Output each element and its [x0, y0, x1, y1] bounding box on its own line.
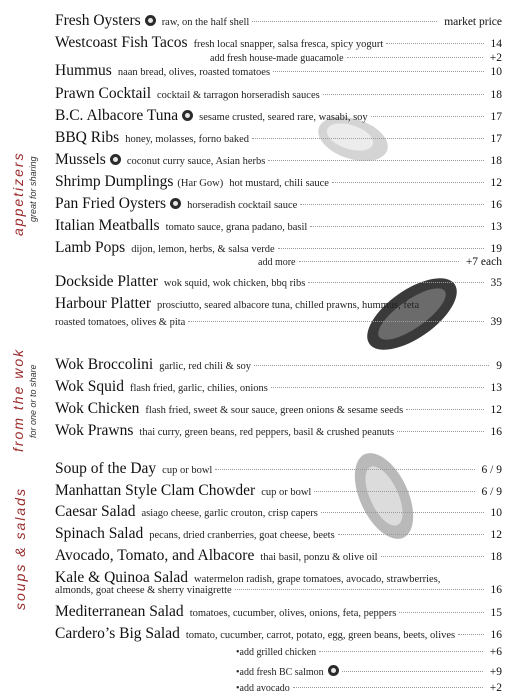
dot-leader — [386, 43, 483, 44]
item-price: 16 — [490, 199, 502, 211]
item-description: garlic, red chili & soy — [159, 361, 252, 372]
item-description: almonds, goat cheese & sherry vinaigrette — [55, 585, 232, 596]
dot-leader — [271, 387, 484, 388]
oceanwise-icon — [328, 665, 339, 676]
item-description: coconut curry sauce, Asian herbs — [126, 156, 266, 167]
item-name: Fresh Oysters — [55, 12, 141, 29]
menu-item — [55, 85, 502, 107]
menu-item — [55, 422, 502, 444]
menu-item — [55, 151, 502, 173]
dot-leader — [323, 94, 484, 95]
section-title: from the wok — [10, 347, 26, 452]
addon-label: • add fresh BC salmon — [236, 667, 324, 678]
menu-item — [55, 195, 502, 217]
item-price: 9 — [496, 360, 502, 372]
section-label-soups-salads — [12, 487, 30, 610]
dot-leader — [252, 138, 483, 139]
item-name: Dockside Platter — [55, 273, 158, 290]
item-name: Westcoast Fish Tacos — [55, 34, 188, 51]
item-name: Mediterranean Salad — [55, 603, 184, 620]
addon-price: +9 — [489, 666, 502, 678]
item-price: 18 — [490, 155, 502, 167]
section-title: soups & salads — [12, 487, 28, 610]
item-price: 39 — [490, 316, 502, 328]
addon-label: add fresh house-made guacamole — [210, 53, 344, 64]
dot-leader — [310, 226, 483, 227]
item-name: BBQ Ribs — [55, 129, 120, 146]
menu-item — [55, 625, 502, 647]
item-description: naan bread, olives, roasted tomatoes — [117, 67, 271, 78]
item-name: Avocado, Tomato, and Albacore — [55, 547, 255, 564]
menu-item — [55, 217, 502, 239]
oceanwise-icon — [182, 110, 193, 121]
dot-leader — [321, 512, 484, 513]
item-description: tomato, cucumber, carrot, potato, egg, green beans, beets, olives — [185, 630, 456, 641]
item-price: 17 — [490, 111, 502, 123]
dot-leader — [314, 491, 474, 492]
item-name: Shrimp Dumplings — [55, 173, 174, 190]
menu-item — [55, 503, 502, 525]
item-name: Soup of the Day — [55, 460, 157, 477]
oceanwise-icon — [170, 198, 181, 209]
menu-item — [55, 356, 502, 378]
addon-label: • add avocado — [236, 683, 290, 694]
item-description: cocktail & tarragon horseradish sauces — [157, 90, 320, 101]
item-price: 13 — [490, 221, 502, 233]
item-description: prosciutto, seared albacore tuna, chilled prawns, hummus, feta — [156, 300, 420, 311]
item-price: 14 — [490, 38, 502, 50]
addon-label: add more — [258, 257, 296, 268]
menu-item — [55, 547, 502, 569]
item-description: cup or bowl — [162, 465, 213, 476]
dot-leader — [406, 409, 483, 410]
item-description: tomato sauce, grana padano, basil — [165, 222, 308, 233]
item-name: Wok Squid — [55, 378, 124, 395]
oceanwise-icon — [110, 154, 121, 165]
item-description: fresh local snapper, salsa fresca, spicy yogurt — [193, 39, 384, 50]
addon-price: +2 — [489, 682, 502, 694]
item-name: Cardero’s Big Salad — [55, 625, 180, 642]
item-name: Hummus — [55, 62, 112, 79]
item-name: Caesar Salad — [55, 503, 136, 520]
item-name: Spinach Salad — [55, 525, 144, 542]
item-price: 16 — [490, 426, 502, 438]
menu-item — [55, 482, 502, 504]
item-price: market price — [444, 16, 502, 28]
item-price: 35 — [490, 277, 502, 289]
menu-addon — [236, 664, 502, 678]
menu-item — [55, 273, 502, 295]
item-name: Kale & Quinoa Salad — [55, 569, 189, 586]
item-price: 12 — [490, 529, 502, 541]
section-subtitle: for one or to share — [28, 364, 38, 438]
dot-leader — [347, 57, 483, 58]
item-price: 6 / 9 — [481, 464, 502, 476]
item-name-note: (Har Gow) — [177, 178, 224, 189]
dot-leader — [319, 651, 483, 652]
dot-leader — [235, 589, 484, 590]
addon-price: +2 — [489, 52, 502, 64]
item-description: horseradish cocktail sauce — [187, 200, 298, 211]
dot-leader — [338, 534, 484, 535]
item-description: honey, molasses, forno baked — [125, 134, 250, 145]
section-label-wok — [10, 348, 38, 452]
dot-leader — [252, 21, 437, 22]
item-price: 12 — [490, 404, 502, 416]
item-name: Prawn Cocktail — [55, 85, 151, 102]
dot-leader — [399, 612, 483, 613]
item-price: 19 — [490, 243, 502, 255]
item-description: pecans, dried cranberries, goat cheese, beets — [149, 530, 335, 541]
dot-leader — [273, 71, 483, 72]
dot-leader — [278, 248, 484, 249]
menu-item — [55, 12, 502, 34]
item-description: watermelon radish, grape tomatoes, avocado, strawberries, — [194, 574, 441, 585]
section-subtitle: great for sharing — [28, 156, 38, 222]
menu-item — [55, 129, 502, 151]
section-label-appetizers — [10, 151, 38, 236]
menu-item — [55, 295, 502, 317]
item-description: dijon, lemon, herbs, & salsa verde — [131, 244, 275, 255]
item-price: 10 — [490, 66, 502, 78]
oceanwise-icon — [145, 15, 156, 26]
dot-leader — [332, 182, 484, 183]
item-description: hot mustard, chili sauce — [229, 178, 329, 189]
item-price: 13 — [490, 382, 502, 394]
dot-leader — [215, 469, 474, 470]
item-name: Wok Chicken — [55, 400, 140, 417]
dot-leader — [299, 261, 459, 262]
dot-leader — [188, 321, 483, 322]
addon-price: +6 — [489, 646, 502, 658]
menu-item — [55, 603, 502, 625]
item-description: flash fried, garlic, chilies, onions — [129, 383, 268, 394]
item-description: asiago cheese, garlic crouton, crisp capers — [141, 508, 318, 519]
menu-item — [55, 378, 502, 400]
item-name: Pan Fried Oysters — [55, 195, 167, 212]
item-name: Italian Meatballs — [55, 217, 160, 234]
item-name: Mussels — [55, 151, 106, 168]
dot-leader — [397, 431, 483, 432]
item-description: thai curry, green beans, red peppers, basil & crushed peanuts — [139, 427, 395, 438]
menu-item — [55, 460, 502, 482]
dot-leader — [293, 687, 483, 688]
menu-item — [55, 107, 502, 129]
item-description: sesame crusted, seared rare, wasabi, soy — [199, 112, 368, 123]
item-description: wok squid, wok chicken, bbq ribs — [163, 278, 306, 289]
menu-addon — [236, 646, 502, 660]
addon-price: +7 each — [465, 256, 502, 268]
menu-item — [55, 400, 502, 422]
dot-leader — [268, 160, 483, 161]
item-description: flash fried, sweet & sour sauce, green onions & sesame seeds — [145, 405, 404, 416]
item-price: 16 — [490, 584, 502, 596]
item-price: 16 — [490, 629, 502, 641]
item-price: 12 — [490, 177, 502, 189]
dot-leader — [308, 282, 483, 283]
item-name: Wok Prawns — [55, 422, 134, 439]
dot-leader — [371, 116, 484, 117]
item-description: cup or bowl — [261, 487, 312, 498]
item-description: raw, on the half shell — [161, 17, 250, 28]
dot-leader — [458, 634, 483, 635]
item-description: thai basil, ponzu & olive oil — [260, 552, 378, 563]
item-price: 18 — [490, 551, 502, 563]
item-name: Wok Broccolini — [55, 356, 154, 373]
dot-leader — [300, 204, 483, 205]
dot-leader — [342, 671, 483, 672]
dot-leader — [254, 365, 489, 366]
dot-leader — [381, 556, 484, 557]
addon-label: • add grilled chicken — [236, 647, 316, 658]
menu-addon — [258, 256, 502, 270]
menu-item — [55, 173, 502, 195]
item-price: 15 — [490, 607, 502, 619]
item-price: 6 / 9 — [481, 486, 502, 498]
item-name: Manhattan Style Clam Chowder — [55, 482, 256, 499]
section-title: appetizers — [10, 151, 26, 236]
item-price: 10 — [490, 507, 502, 519]
item-name: Lamb Pops — [55, 239, 126, 256]
item-price: 18 — [490, 89, 502, 101]
item-name: B.C. Albacore Tuna — [55, 107, 179, 124]
menu-item — [55, 525, 502, 547]
item-description: roasted tomatoes, olives & pita — [55, 317, 186, 328]
menu-item-continued — [55, 316, 502, 338]
item-description: tomatoes, cucumber, olives, onions, feta, peppers — [189, 608, 397, 619]
item-name: Harbour Platter — [55, 295, 151, 312]
menu-addon — [236, 682, 502, 696]
menu-item — [55, 62, 502, 84]
item-price: 17 — [490, 133, 502, 145]
